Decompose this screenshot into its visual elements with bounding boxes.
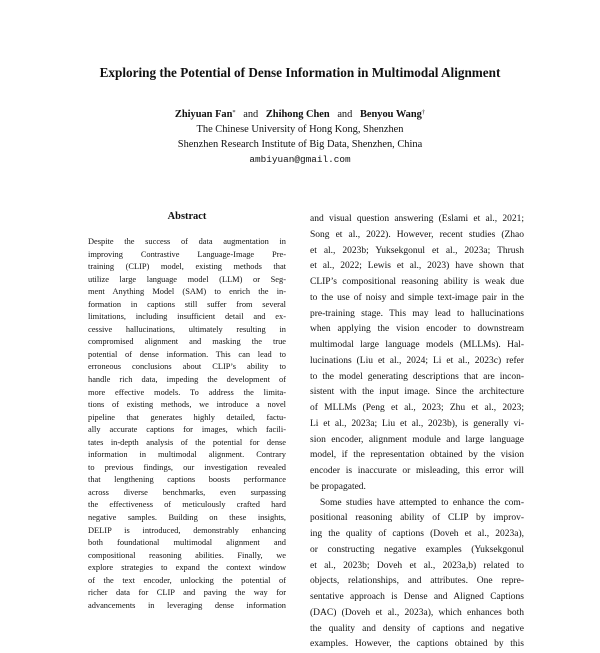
abstract-line: potential of dense information. This can lead to	[88, 349, 286, 359]
abstract-line: across diverse benchmarks, even surpassing	[88, 487, 286, 497]
abstract-line: pipeline that generates highly detailed, factu-	[88, 412, 286, 422]
abstract-line: utilize large language model (LLM) or Seg-	[88, 274, 286, 284]
author-block	[0, 107, 600, 167]
body-line: positional reasoning ability of CLIP by improv-	[310, 513, 524, 524]
abstract-line: the effectiveness of meticulously crafted hard	[88, 500, 286, 510]
abstract-line: negative samples. Building on these insights,	[88, 513, 286, 523]
abstract-line: cessive hallucinations, ultimately resulting in	[88, 324, 286, 334]
abstract-line: more effective models. To address the limita-	[88, 387, 286, 397]
abstract-text	[88, 236, 286, 612]
body-line: multimodal large language models (MLLMs). Hal-	[310, 340, 524, 350]
introduction-text	[310, 212, 524, 653]
abstract-line: to previous findings, our investigation revealed	[88, 462, 286, 472]
abstract-line: advancements in leveraging dense information	[88, 600, 286, 610]
abstract-line: training (CLIP) model, existing methods that	[88, 262, 286, 272]
body-line: or constructing negative examples (Yuksekgonul	[310, 544, 524, 555]
author-name: Benyou Wang	[359, 109, 422, 120]
author-email[interactable]: ambiyuan@gmail.com	[249, 154, 351, 165]
abstract-line: information in multimodal alignment. Contrary	[88, 450, 286, 460]
body-line: Song et al., 2022). However, recent studies (Zhao	[310, 229, 524, 240]
abstract-line: DELIP is introduced, demonstrably enhancing	[88, 525, 286, 535]
body-line: and visual question answering (Eslami et al., 2021;	[310, 214, 524, 224]
body-line: lucinations (Liu et al., 2024; Li et al., 2023c) refer	[310, 355, 524, 366]
author-mark: †	[421, 109, 426, 116]
body-line: encoder is inaccurate or misleading, this error will	[310, 466, 524, 476]
body-line: CLIP’s compositional reasoning ability is weak due	[310, 277, 524, 287]
abstract-line: improving Contrastive Language-Image Pre-	[88, 249, 286, 259]
abstract-line: that lengthening captions boosts performance	[88, 475, 286, 485]
author-name: Zhiyuan Fan	[174, 109, 233, 120]
body-line: Li et al., 2023a; Liu et al., 2023b), is generally vi-	[310, 418, 524, 429]
body-line: ing the quality of captions (Doveh et al., 2023a),	[310, 529, 524, 539]
body-line: Some studies have attempted to enhance the com-	[320, 497, 524, 508]
abstract-line: ment Anything Model (SAM) to enrich the in-	[88, 287, 286, 297]
body-line: (DAC) (Doveh et al., 2023a), which enhances both	[310, 607, 524, 618]
author-name: Zhihong Chen	[265, 109, 330, 120]
body-line: be propagated.	[310, 481, 366, 492]
body-line: the quality and density of captions and negative	[310, 623, 524, 634]
body-line: sentative approach is Dense and Aligned Captions	[310, 592, 524, 602]
abstract-line: ally accurate captions for images, which facili-	[88, 425, 286, 435]
body-line: sion encoder, alignment module and large language	[310, 434, 524, 445]
abstract-line: compromised alignment and masking the true	[88, 337, 286, 347]
body-line: et al., 2023b; Doveh et al., 2023a,b) related to	[310, 560, 524, 571]
body-line: et al., 2022; Lewis et al., 2023) have shown that	[310, 261, 524, 272]
author-mark: *	[232, 109, 236, 116]
body-line: objects, relationships, and attributes. One repre-	[310, 576, 524, 587]
affiliation: Shenzhen Research Institute of Big Data, Shenzhen, China	[177, 139, 423, 150]
body-line: when applying the vision encoder to downstream	[310, 324, 524, 335]
abstract-line: tions of existing methods, we introduce a novel	[88, 400, 286, 410]
abstract-line: both foundational multimodal alignment and	[88, 538, 286, 548]
body-line: pre-training stage. This may lead to hallucinations	[310, 308, 524, 319]
abstract-line: tates in-depth analysis of the potential for dense	[88, 437, 286, 447]
body-line: to the model generating descriptions that are incon-	[310, 371, 524, 382]
body-line: examples. However, the captions obtained by this	[310, 639, 524, 650]
body-line: sistent with the input image. Since the architecture	[310, 387, 524, 398]
abstract-line: of the text encoder, unlocking the potential of	[88, 575, 286, 585]
affiliation: The Chinese University of Hong Kong, Shenzhen	[196, 124, 404, 135]
body-line: to the use of noisy and simple text-image pair in the	[310, 292, 524, 303]
abstract-line: richer data for CLIP and paving the way for	[88, 588, 286, 598]
body-line: of MLLMs (Peng et al., 2023; Zhu et al., 2023;	[310, 403, 524, 413]
author-line	[0, 107, 600, 122]
abstract-line: Despite the success of data augmentation in	[88, 237, 286, 246]
abstract-line: limitations, including insufficient detail and ex-	[88, 312, 286, 322]
paper-title: Exploring the Potential of Dense Information in Multimodal Alignment	[99, 65, 501, 80]
abstract-line: compositional reasoning abilities. Finally, we	[88, 550, 286, 560]
abstract-line: explore strategies to expand the context window	[88, 563, 286, 573]
body-line: et al., 2023b; Yuksekgonul et al., 2023a; Thrush	[310, 245, 524, 256]
body-line: model, if the representation obtained by the vision	[310, 450, 524, 461]
author-separator: and	[337, 109, 353, 120]
abstract-line: handle rich data, impeding the development of	[88, 375, 286, 385]
author-separator: and	[243, 109, 259, 120]
abstract-heading: Abstract	[167, 211, 207, 222]
abstract-line: erroneous conclusions about CLIP’s ability to	[88, 362, 286, 372]
abstract-line: formation in captions still suffer from several	[88, 299, 286, 309]
